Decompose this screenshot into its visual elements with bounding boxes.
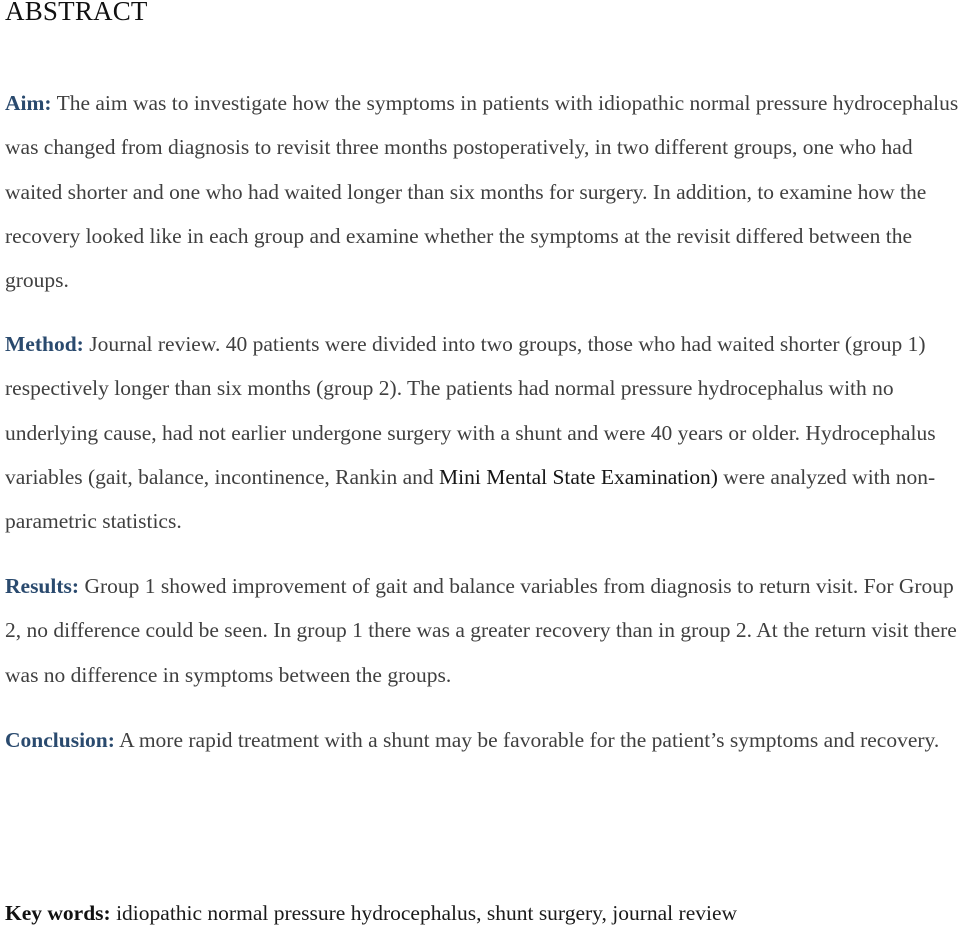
results-paragraph [5,564,960,697]
aim-paragraph [5,81,960,302]
aim-label: Aim: [5,91,52,115]
results-label: Results: [5,574,80,598]
keywords-paragraph [5,893,960,933]
abstract-heading: ABSTRACT [5,0,148,26]
method-paragraph [5,322,960,543]
keywords-text: idiopathic normal pressure hydrocephalus, shunt surgery, journal review [110,901,738,925]
conclusion-paragraph [5,718,960,762]
method-text: Journal review. 40 patients were divided into two groups, those who had waited shorter (group 1) respectively longer than six months (group 2). The patients had normal pressure hydrocephalus with no underlying cause, had not earlier undergone surgery with a shunt and were 40 years or older. Hydrocephalus variables (gait, balance, incontinence, Rankin and [5,332,936,489]
conclusion-label: Conclusion: [5,728,115,752]
aim-text: The aim was to investigate how the symptoms in patients with idiopathic normal pressure hydrocephalus was changed from diagnosis to revisit three months postoperatively, in two different groups, one who had waited shorter and one who had waited longer than six months for surgery. In addition, to examine how the recovery looked like in each group and examine whether the symptoms at the revisit differed between the groups. [5,91,959,293]
keywords-label: Key words: [5,901,111,925]
results-text: Group 1 showed improvement of gait and balance variables from diagnosis to return visit. For Group 2, no difference could be seen. In group 1 there was a greater recovery than in group 2. At the return visit there was no difference in symptoms between the groups. [5,574,957,687]
method-mmse-text: Mini Mental State Examination) [439,464,718,489]
conclusion-text: A more rapid treatment with a shunt may be favorable for the patient’s symptoms and recovery. [114,728,940,752]
method-text-end: were analyzed with non-parametric statistics. [5,464,936,534]
method-label: Method: [5,332,84,356]
